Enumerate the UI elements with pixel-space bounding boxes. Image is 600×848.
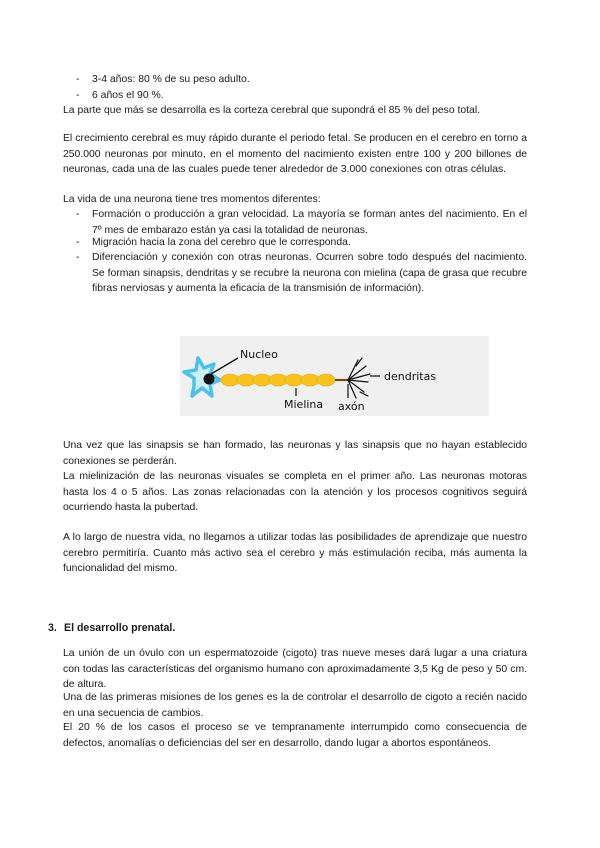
paragraph-synapse: Una vez que las sinapsis se han formado, las neuronas y las sinapsis que no hayan establecido conexiones se perderán. — [63, 440, 527, 467]
list-dash: - — [76, 74, 80, 85]
section-title: El desarrollo prenatal. — [64, 622, 176, 634]
list-item: 6 años el 90 %. — [92, 90, 164, 101]
label-nucleo: Nucleo — [240, 348, 278, 361]
myelin-sheath — [221, 374, 335, 386]
dendrite-branches — [348, 358, 370, 398]
paragraph-growth: El crecimiento cerebral es muy rápido durante el periodo fetal. Se producen en el cerebro en torno a 250.000 neuronas por minuto, en el momento del nacimiento existen entre 100 y 200 billones de neuronas, cada una de las cuales puede tener alrededor de 3.000 conexiones con otras células. — [63, 133, 527, 176]
list-item: Diferenciación y conexión con otras neuronas. Ocurren sobre todo después del nacimiento. Se forman sinapsis, dendritas y se recubre la neurona con mielina (capa de grasa que recubre fibras nerviosas y aumenta la eficacia de la transmisión de información). — [92, 252, 527, 295]
list-dash: - — [76, 252, 80, 263]
paragraph-genes: Una de las primeras misiones de los genes es la de controlar el desarrollo de cigoto a recién nacido en una secuencia de cambios. — [63, 692, 527, 719]
neuron-drawing — [180, 336, 489, 416]
section-heading — [48, 621, 175, 636]
paragraph-life-long: A lo largo de nuestra vida, no llegamos a utilizar todas las posibilidades de aprendizaje que nuestro cerebro permitiría. Cuanto más activo sea el cerebro y más estimulación reciba, más aumenta la funcionalidad del mismo. — [63, 532, 527, 575]
nucleus-dot — [204, 374, 215, 385]
label-mielina: Mielina — [284, 398, 324, 411]
neuron-illustration — [180, 336, 489, 416]
list-item: 3-4 años: 80 % de su peso adulto. — [92, 74, 250, 85]
list-dash: - — [76, 209, 80, 220]
label-dendritas: dendritas — [384, 370, 437, 383]
paragraph-myelination: La mielinización de las neuronas visuales se completa en el primer año. Las neuronas motoras hasta los 4 o 5 años. Las zonas relacionadas con la atención y los procesos cognitivos seguirá ocurriendo hasta la pubertad. — [63, 471, 527, 514]
paragraph-twenty: El 20 % de los casos el proceso se ve tempranamente interrumpido como consecuencia de defectos, anomalías o deficiencias del ser en desarrollo, dando lugar a abortos espontáneos. — [63, 722, 527, 749]
section-number: 3. — [48, 622, 57, 634]
paragraph-cortex: La parte que más se desarrolla es la corteza cerebral que supondrá el 85 % del peso total. — [63, 105, 481, 116]
list-dash: - — [76, 90, 80, 101]
list-item: Formación o producción a gran velocidad. La mayoría se forman antes del nacimiento. En el 7º mes de embarazo están ya casi la totalidad de neuronas. — [92, 209, 527, 236]
soma-outline — [184, 358, 220, 396]
paragraph-life-intro: La vida de una neurona tiene tres momentos diferentes: — [63, 194, 321, 205]
list-item: Migración hacia la zona del cerebro que le corresponda. — [92, 237, 351, 248]
label-axon: axón — [338, 400, 365, 413]
list-dash: - — [76, 237, 80, 248]
paragraph-union: La unión de un óvulo con un espermatozoide (cigoto) tras nueve meses dará lugar a una criatura con todas las características del organismo humano con aproximadamente 3,5 Kg de peso y 50 cm. de altura. — [63, 648, 527, 691]
